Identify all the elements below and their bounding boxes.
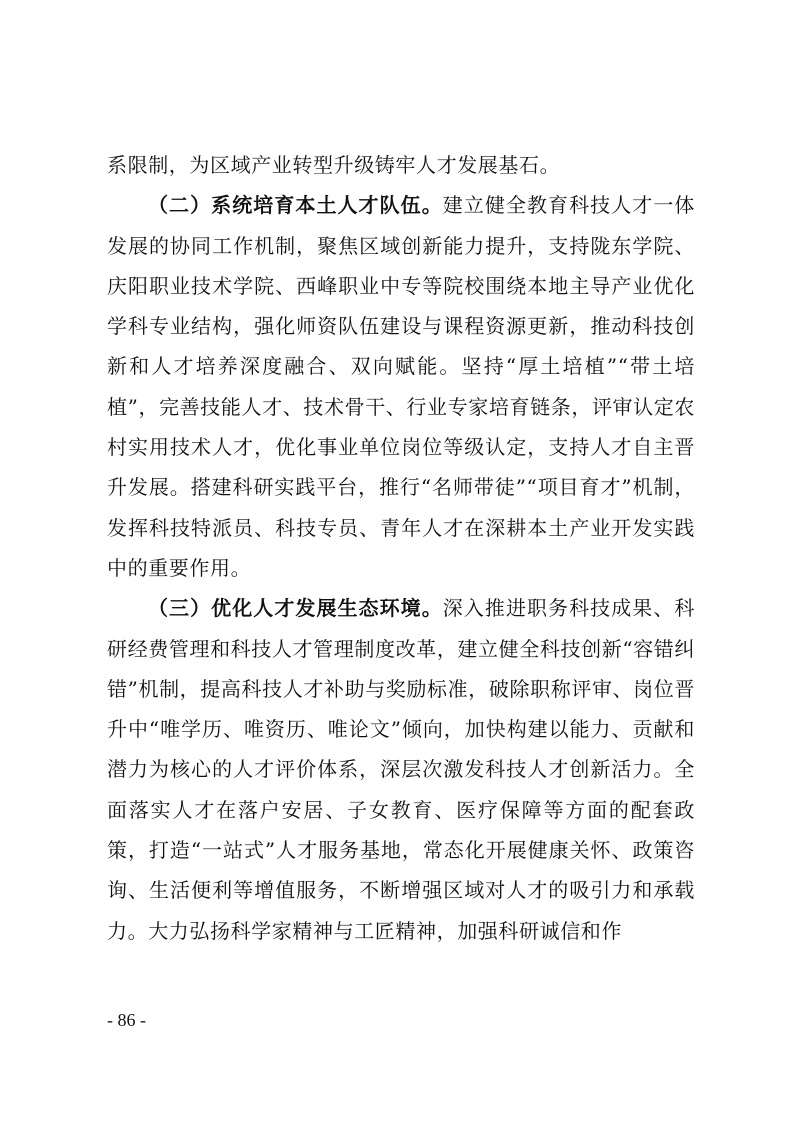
paragraph-continuation (107, 145, 695, 185)
paragraph-body: 深入推进职务科技成果、科研经费管理和科技人才管理制度改革，建立健全科技创新“容错纠错”机制，提高科技人才补助与奖励标准，破除职称评审、岗位晋升中“唯学历、唯资历、唯论文”倾向，加快构建以能力、贡献和潜力为核心的人才评价体系，深层次激发科技人才创新活力。全面落实人才在落户安居、子女教育、医疗保障等方面的配套政策，打造“一站式”人才服务基地，常态化开展健康关怀、政策咨询、生活便利等增值服务，不断增强区域对人才的吸引力和承载力。大力弘扬科学家精神与工匠精神，加强科研诚信和作 (107, 596, 695, 943)
paragraph-section-3 (107, 588, 695, 951)
paragraph-section-2 (107, 185, 695, 588)
body-text (107, 145, 695, 951)
section-heading: （二）系统培育本土人才队伍。 (148, 193, 443, 218)
section-heading: （三）优化人才发展生态环境。 (148, 596, 443, 621)
paragraph-body: 建立健全教育科技人才一体发展的协同工作机制，聚焦区域创新能力提升，支持陇东学院、庆阳职业技术学院、西峰职业中专等院校围绕本地主导产业优化学科专业结构，强化师资队伍建设与课程资源更新，推动科技创新和人才培养深度融合、双向赋能。坚持“厚土培植”“带土培植”，完善技能人才、技术骨干、行业专家培育链条，评审认定农村实用技术人才，优化事业单位岗位等级认定，支持人才自主晋升发展。搭建科研实践平台，推行“名师带徒”“项目育才”机制，发挥科技特派员、科技专员、青年人才在深耕本土产业开发实践中的重要作用。 (107, 193, 695, 580)
page-number: - 86 - (107, 1010, 146, 1030)
paragraph-body: 系限制，为区域产业转型升级铸牢人才发展基石。 (107, 153, 561, 177)
